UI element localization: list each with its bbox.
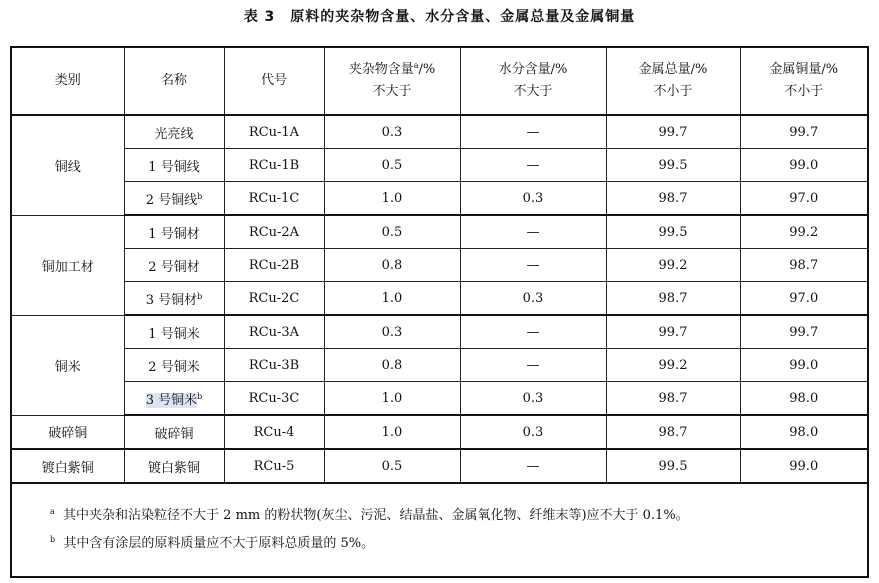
note-text: 其中含有涂层的原料质量应不大于原料总质量的 5%。 <box>63 536 375 551</box>
moisture-cell: 0.3 <box>460 182 606 216</box>
moisture-cell: — <box>460 115 606 149</box>
table-row <box>11 149 868 182</box>
copper-cell: 99.0 <box>740 349 868 382</box>
impurity-cell: 0.5 <box>324 149 460 182</box>
code-cell: RCu-3C <box>224 382 324 416</box>
name-text: 2 号铜线 <box>145 192 198 208</box>
name-text: 1 号铜米 <box>148 326 200 342</box>
code-cell: RCu-3B <box>224 349 324 382</box>
note-text: 其中夹杂和沾染粒径不大于 2 mm 的粉状物(灰尘、污泥、结晶盐、金属氧化物、纤维末等)应不大于 0.1%。 <box>63 508 689 523</box>
notes-row <box>11 483 868 577</box>
table-row <box>11 249 868 282</box>
header-copper <box>740 47 868 115</box>
total-metal-cell: 99.2 <box>606 249 740 282</box>
table-row <box>11 349 868 382</box>
moisture-cell: — <box>460 349 606 382</box>
moisture-cell: 0.3 <box>460 282 606 316</box>
table-row <box>11 282 868 316</box>
table-row <box>11 115 868 149</box>
header-category: 类别 <box>11 47 124 115</box>
copper-cell: 98.0 <box>740 415 868 449</box>
name-cell <box>124 315 224 349</box>
footnote-mark: b <box>197 391 203 401</box>
header-impurity-label: 夹杂物含量 <box>348 62 414 77</box>
table-row <box>11 215 868 249</box>
header-total-metal-label: 金属总量/% <box>638 62 708 77</box>
header-total-metal <box>606 47 740 115</box>
name-cell <box>124 215 224 249</box>
total-metal-cell: 99.5 <box>606 449 740 483</box>
code-cell: RCu-3A <box>224 315 324 349</box>
impurity-cell: 0.5 <box>324 449 460 483</box>
total-metal-cell: 98.7 <box>606 182 740 216</box>
total-metal-cell: 99.7 <box>606 315 740 349</box>
moisture-cell: — <box>460 449 606 483</box>
table-row <box>11 415 868 449</box>
category-cell: 镀白紫铜 <box>11 449 124 483</box>
name-cell <box>124 449 224 483</box>
name-text: 镀白紫铜 <box>147 460 200 476</box>
name-cell <box>124 115 224 149</box>
category-cell: 破碎铜 <box>11 415 124 449</box>
category-cell: 铜加工材 <box>11 215 124 315</box>
moisture-cell: 0.3 <box>460 415 606 449</box>
copper-cell: 99.7 <box>740 115 868 149</box>
copper-cell: 98.0 <box>740 382 868 416</box>
impurity-cell: 0.8 <box>324 349 460 382</box>
header-moisture-limit: 不大于 <box>513 84 553 99</box>
total-metal-cell: 99.5 <box>606 215 740 249</box>
name-text: 1 号铜材 <box>148 226 200 242</box>
footnote-mark: a <box>413 61 419 70</box>
code-cell: RCu-4 <box>224 415 324 449</box>
code-cell: RCu-2B <box>224 249 324 282</box>
note-a <box>50 502 867 530</box>
name-cell <box>124 415 224 449</box>
copper-cell: 99.7 <box>740 315 868 349</box>
table-row <box>11 315 868 349</box>
name-text: 3 号铜材 <box>145 292 198 308</box>
copper-cell: 98.7 <box>740 249 868 282</box>
moisture-cell: 0.3 <box>460 382 606 416</box>
code-cell: RCu-2A <box>224 215 324 249</box>
note-b <box>50 530 867 558</box>
header-impurity <box>324 47 460 115</box>
table-body <box>11 115 868 483</box>
name-cell <box>124 382 224 416</box>
name-text: 光亮线 <box>154 126 194 142</box>
name-text: 破碎铜 <box>154 426 194 442</box>
table-row <box>11 449 868 483</box>
code-cell: RCu-2C <box>224 282 324 316</box>
moisture-cell: — <box>460 315 606 349</box>
code-cell: RCu-1B <box>224 149 324 182</box>
header-moisture-label: 水分含量/% <box>498 62 568 77</box>
copper-cell: 99.0 <box>740 449 868 483</box>
impurity-cell: 0.3 <box>324 115 460 149</box>
table-title: 表 3 原料的夹杂物含量、水分含量、金属总量及金属铜量 <box>243 9 636 25</box>
name-cell <box>124 249 224 282</box>
materials-table <box>10 46 869 578</box>
header-impurity-limit: 不大于 <box>372 84 412 99</box>
footnote-mark: b <box>197 191 203 201</box>
impurity-cell: 1.0 <box>324 415 460 449</box>
name-text: 2 号铜材 <box>148 259 200 275</box>
header-row <box>11 47 868 115</box>
header-moisture <box>460 47 606 115</box>
moisture-cell: — <box>460 149 606 182</box>
copper-cell: 99.0 <box>740 149 868 182</box>
category-cell: 铜米 <box>11 315 124 415</box>
footnote-mark: b <box>197 291 203 301</box>
name-cell <box>124 182 224 216</box>
impurity-cell: 0.3 <box>324 315 460 349</box>
header-total-metal-limit: 不小于 <box>653 84 693 99</box>
impurity-cell: 1.0 <box>324 282 460 316</box>
notes-cell <box>11 483 868 577</box>
note-mark: a <box>50 507 55 516</box>
code-cell: RCu-1A <box>224 115 324 149</box>
name-cell <box>124 282 224 316</box>
code-cell: RCu-5 <box>224 449 324 483</box>
table-row <box>11 182 868 216</box>
name-cell <box>124 349 224 382</box>
total-metal-cell: 98.7 <box>606 415 740 449</box>
moisture-cell: — <box>460 215 606 249</box>
total-metal-cell: 98.7 <box>606 282 740 316</box>
category-cell: 铜线 <box>11 115 124 215</box>
header-copper-limit: 不小于 <box>784 84 824 99</box>
total-metal-cell: 99.7 <box>606 115 740 149</box>
header-name: 名称 <box>124 47 224 115</box>
copper-cell: 97.0 <box>740 282 868 316</box>
moisture-cell: — <box>460 249 606 282</box>
total-metal-cell: 99.2 <box>606 349 740 382</box>
copper-cell: 97.0 <box>740 182 868 216</box>
name-text: 3 号铜米 <box>145 392 198 408</box>
total-metal-cell: 99.5 <box>606 149 740 182</box>
impurity-cell: 0.8 <box>324 249 460 282</box>
copper-cell: 99.2 <box>740 215 868 249</box>
impurity-cell: 1.0 <box>324 382 460 416</box>
name-text: 1 号铜线 <box>148 159 200 175</box>
name-text: 2 号铜米 <box>148 359 200 375</box>
name-cell <box>124 149 224 182</box>
table-row <box>11 382 868 416</box>
header-impurity-unit: /% <box>418 62 436 77</box>
header-code: 代号 <box>224 47 324 115</box>
note-mark: b <box>50 535 56 544</box>
impurity-cell: 1.0 <box>324 182 460 216</box>
code-cell: RCu-1C <box>224 182 324 216</box>
impurity-cell: 0.5 <box>324 215 460 249</box>
total-metal-cell: 98.7 <box>606 382 740 416</box>
header-copper-label: 金属铜量/% <box>769 62 839 77</box>
